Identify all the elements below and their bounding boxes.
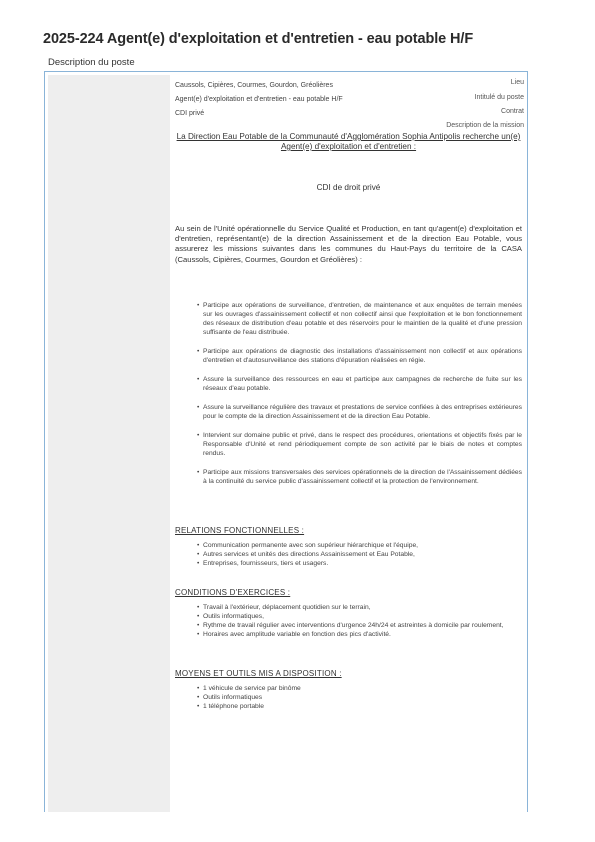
list-item: • 1 véhicule de service par binôme — [203, 684, 522, 693]
relations-heading: RELATIONS FONCTIONNELLES : — [175, 525, 305, 535]
list-item: • Assure la surveillance des ressources en eau et participe aux campagnes de recherche de fuite sur les réseaux d'eau potable. — [203, 375, 522, 393]
field-label-description: Description de la mission — [446, 122, 524, 129]
intro-paragraph: Au sein de l'Unité opérationnelle du Service Qualité et Production, en tant qu'agent(e) d'exploitation et d'entretien, représentant(e) de la direction Assainissement et de la direction Eau Potable, vous assurerez les missions suivantes dans les communes du Haut-Pays du territoire de la CASA (Caussols, Cipières, Courmes, Gourdon et Gréolières) : — [175, 224, 522, 264]
contract-type: CDI de droit privé — [316, 183, 381, 192]
list-item: • Horaires avec amplitude variable en fonction des pics d'activité. — [203, 630, 522, 639]
field-label-lieu: Lieu — [510, 79, 524, 86]
job-description-panel — [44, 71, 528, 812]
list-item: • Autres services et unités des directions Assainissement et Eau Potable, — [203, 550, 522, 559]
field-label-intitule: Intitulé du poste — [474, 94, 524, 101]
list-item: • Intervient sur domaine public et privé, dans le respect des procédures, orientations et objectifs fixés par le Responsable d'Unité et rend périodiquement compte de son activité par le biais de notes et comptes rendus. — [203, 431, 522, 458]
missions-list — [175, 301, 522, 486]
field-value-lieu: Caussols, Cipières, Courmes, Gourdon, Gréolières — [175, 82, 333, 89]
page-title: 2025-224 Agent(e) d'exploitation et d'entretien - eau potable H/F — [43, 31, 474, 47]
field-value-contrat: CDI privé — [175, 110, 205, 117]
label-column — [48, 75, 170, 812]
list-item: • Participe aux opérations de diagnostic des installations d'assainissement non collectif et aux opérations d'entretien et d'autosurveillance des stations d'épuration réalisées en régie. — [203, 347, 522, 365]
conditions-list — [175, 603, 522, 639]
list-item: • Participe aux opérations de surveillance, d'entretien, de maintenance et aux enquêtes de terrain menées sur les ouvrages d'assainissement collectif et non collectif ainsi que l'exploitation et le bon fonctionnement des réseaux de distribution d'eau potable et des réservoirs pour le maintien de la qualité et d'une pression suffisante de l'eau distribuée. — [203, 301, 522, 337]
intro-title: La Direction Eau Potable de la Communauté d'Agglomération Sophia Antipolis recherche un(e) Agent(e) d'exploitation et d'entretien : — [176, 132, 521, 151]
list-item: • 1 téléphone portable — [203, 702, 522, 711]
list-item: • Participe aux missions transversales des services opérationnels de la direction de l'Assainissement dédiées à la continuité du service public d'assainissement collectif et la protection de l'environnement. — [203, 468, 522, 486]
relations-list — [175, 541, 522, 568]
moyens-heading: MOYENS ET OUTILS MIS A DISPOSITION : — [175, 668, 342, 678]
conditions-heading: CONDITIONS D'EXERCICES : — [175, 587, 291, 597]
list-item: • Communication permanente avec son supérieur hiérarchique et l'équipe, — [203, 541, 522, 550]
mission-description — [175, 132, 522, 711]
field-label-contrat: Contrat — [501, 108, 524, 115]
list-item: • Outils informatiques, — [203, 612, 522, 621]
list-item: • Entreprises, fournisseurs, tiers et usagers. — [203, 559, 522, 568]
list-item: • Travail à l'extérieur, déplacement quotidien sur le terrain, — [203, 603, 522, 612]
list-item: • Outils informatiques — [203, 693, 522, 702]
field-value-intitule: Agent(e) d'exploitation et d'entretien - eau potable H/F — [175, 96, 343, 103]
list-item: • Assure la surveillance régulière des travaux et prestations de service confiées à des entreprises extérieures pour le compte de la direction Assainissement et de la direction Eau Potable. — [203, 403, 522, 421]
moyens-list — [175, 684, 522, 711]
list-item: • Rythme de travail régulier avec interventions d'urgence 24h/24 et astreintes à domicile par roulement, — [203, 621, 522, 630]
tab-description-du-poste[interactable]: Description du poste — [48, 57, 135, 68]
